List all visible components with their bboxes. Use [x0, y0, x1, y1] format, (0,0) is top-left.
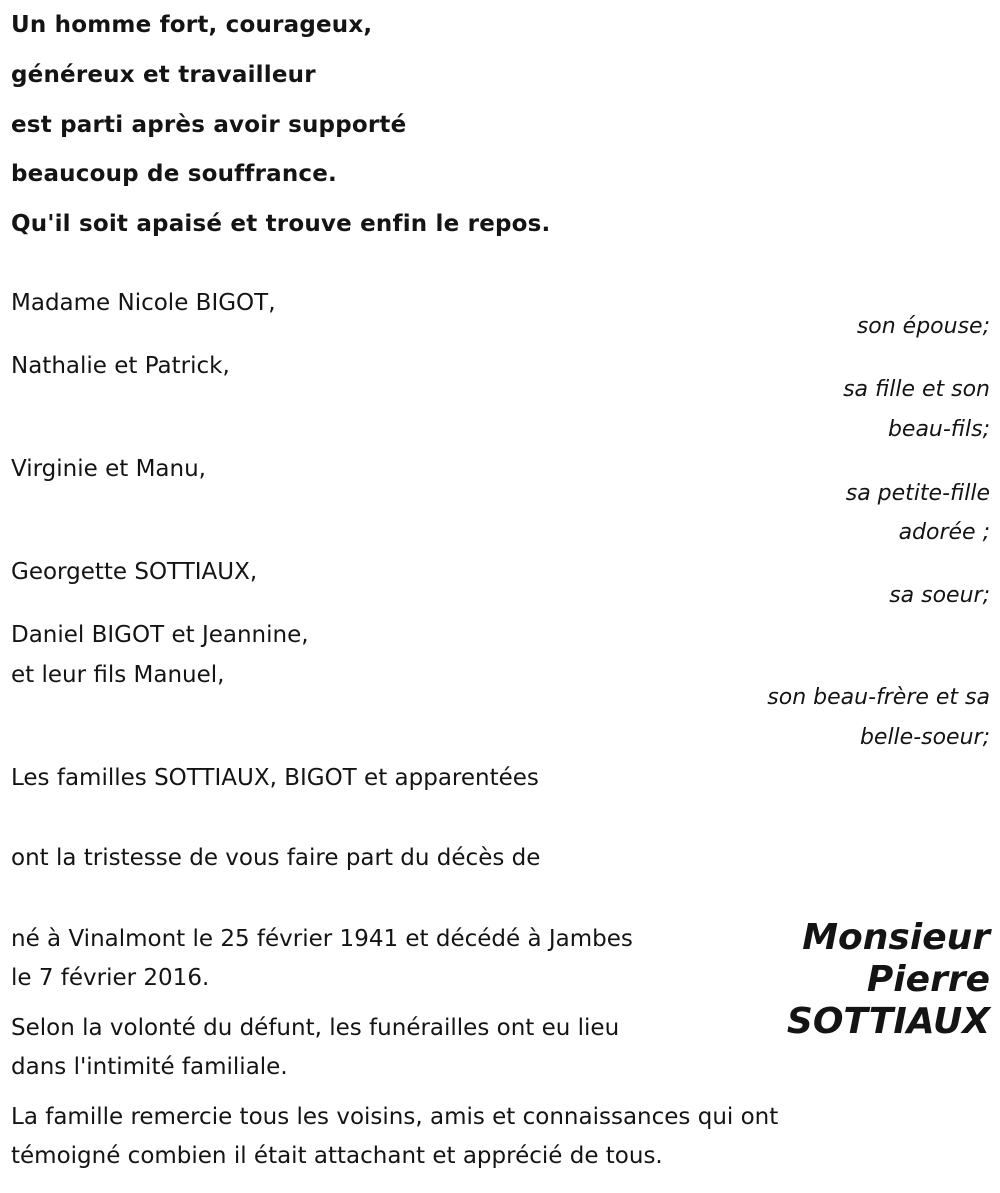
- mourner-relation-granddaughter-line-1: sa petite-fille: [845, 481, 990, 506]
- deceased-name-line-2: Pierre: [866, 959, 990, 1000]
- deceased-name: [787, 917, 990, 1043]
- mourner-relation-brother-in-law-line-1: son beau-frère et sa: [767, 685, 990, 710]
- thanks-line-1: La famille remercie tous les voisins, amis et connaissances qui ont: [11, 1104, 779, 1130]
- thanks-paragraph: [11, 1098, 778, 1176]
- families-line: Les familles SOTTIAUX, BIGOT et apparentées: [11, 765, 539, 791]
- poem-line-4: beaucoup de souffrance.: [11, 161, 337, 187]
- poem-line-3: est parti après avoir supporté: [11, 112, 407, 138]
- mourner-relation-spouse: son épouse;: [856, 314, 990, 339]
- mourner-name-granddaughter: Virginie et Manu,: [11, 456, 206, 482]
- funeral-line-2: dans l'intimité familiale.: [11, 1054, 288, 1080]
- thanks-line-2: témoigné combien il était attachant et apprécié de tous.: [11, 1143, 663, 1169]
- birth-death-line-2: le 7 février 2016.: [11, 965, 210, 991]
- mourner-relation-brother-in-law-line-2: belle-soeur;: [859, 725, 990, 750]
- mourner-relation-daughter-line-2: beau-fils;: [887, 417, 990, 442]
- announcement-line: ont la tristesse de vous faire part du décès de: [11, 845, 541, 871]
- mourner-name-sister: Georgette SOTTIAUX,: [11, 559, 258, 585]
- mourner-relation-daughter-line-1: sa fille et son: [843, 377, 990, 402]
- birth-death-line-1: né à Vinalmont le 25 février 1941 et décédé à Jambes: [11, 926, 633, 952]
- funeral-paragraph: [11, 1009, 619, 1087]
- poem-line-1: Un homme fort, courageux,: [11, 12, 373, 38]
- poem-line-5: Qu'il soit apaisé et trouve enfin le repos.: [11, 211, 551, 237]
- poem-line-2: généreux et travailleur: [11, 62, 316, 88]
- mourner-relation-granddaughter-line-2: adorée ;: [898, 520, 990, 545]
- funeral-line-1: Selon la volonté du défunt, les funérailles ont eu lieu: [11, 1015, 620, 1041]
- deceased-name-line-1: Monsieur: [802, 917, 990, 958]
- mourner-name-brother-in-law-line-2: et leur fils Manuel,: [11, 662, 225, 688]
- mourner-name-daughter: Nathalie et Patrick,: [11, 353, 230, 379]
- mourner-name-spouse: Madame Nicole BIGOT,: [11, 290, 276, 316]
- mourner-name-brother-in-law-line-1: Daniel BIGOT et Jeannine,: [11, 622, 309, 648]
- deceased-name-line-3: SOTTIAUX: [786, 1001, 990, 1042]
- mourner-relation-sister: sa soeur;: [889, 583, 990, 608]
- birth-death-paragraph: [11, 920, 633, 998]
